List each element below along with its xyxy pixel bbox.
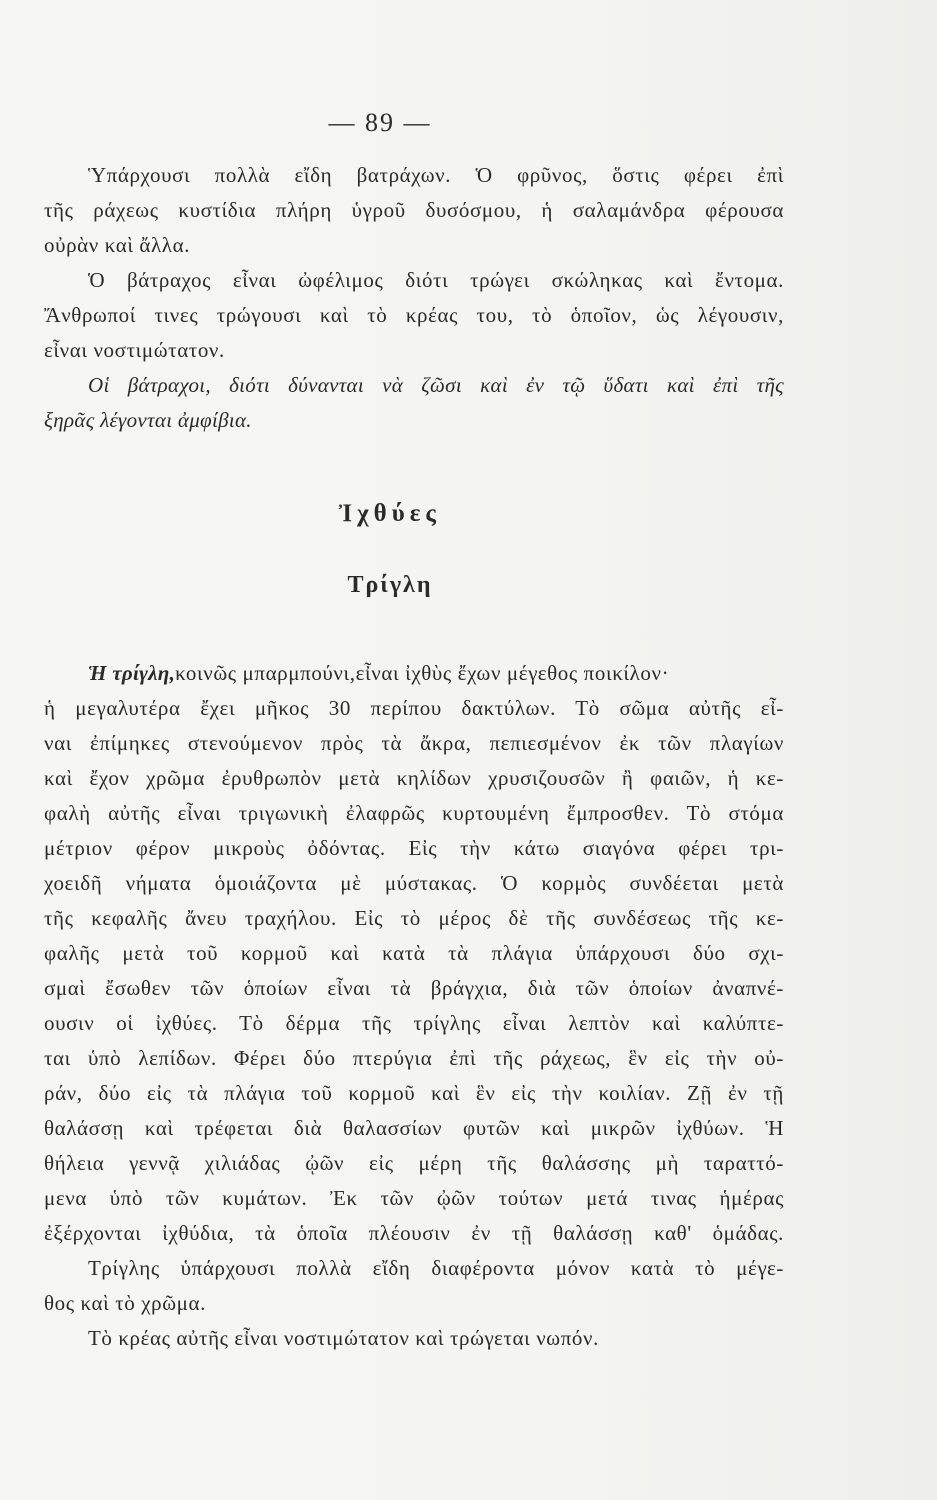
section-heading: Ἰχθύες: [339, 500, 441, 527]
text-line: σμαὶ ἔσωθεν τῶν ὁποίων εἶναι τὰ βράγχια, διὰ τῶν ὁποίων ἀναπνέ-: [44, 976, 784, 1000]
text-line: ται ὑπὸ λεπίδων. Φέρει δύο πτερύγια ἐπὶ τῆς ράχεως, ἓν εἰς τὴν οὐ-: [44, 1046, 784, 1070]
text-line: Τὸ κρέας αὐτῆς εἶναι νοστιμώτατον καὶ τρώγεται νωπόν.: [88, 1326, 599, 1350]
red-mullet-paragraph: [44, 656, 784, 1356]
text-line: φαλὴ αὐτῆς εἶναι τριγωνικὴ ἐλαφρῶς κυρτουμένη ἔμπροσθεν. Τὸ στόμα: [44, 801, 784, 825]
text-line: Ἄνθρωποί τινες τρώγουσι καὶ τὸ κρέας του, τὸ ὁποῖον, ὡς λέγουσιν,: [44, 303, 784, 327]
term-emphasis: Ἡ τρίγλη,: [88, 661, 176, 685]
text-line: καὶ ἔχον χρῶμα ἐρυθρωπὸν μετὰ κηλίδων χρυσιζουσῶν ἢ φαιῶν, ἡ κε-: [44, 766, 784, 790]
page-number: — 89 —: [328, 108, 432, 137]
text-line: Τρίγλης ὑπάρχουσι πολλὰ εἴδη διαφέροντα μόνον κατὰ τὸ μέγε-: [88, 1256, 784, 1280]
text-line: ουσιν οἱ ἰχθύες. Τὸ δέρμα τῆς τρίγλης εἶναι λεπτὸν καὶ καλύπτε-: [44, 1011, 784, 1035]
text-line: μέτριον φέρον μικροὺς ὀδόντας. Εἰς τὴν κάτω σιαγόνα φέρει τρι-: [44, 836, 784, 860]
italic-line: ξηρᾶς λέγονται ἀμφίβια.: [44, 408, 252, 432]
first-line-rest: κοινῶς μπαρμπούνι,εἶναι ἰχθὺς ἔχων μέγεθος ποικίλον·: [175, 661, 670, 685]
text-line: Ὑπάρχουσι πολλὰ εἴδη βατράχων. Ὁ φρῦνος, ὅστις φέρει ἐπὶ: [88, 163, 784, 187]
text-line: ἡ μεγαλυτέρα ἔχει μῆκος 30 περίπου δακτύλων. Τὸ σῶμα αὐτῆς εἶ-: [44, 696, 784, 720]
subsection-heading: Τρίγλη: [347, 572, 433, 598]
frogs-paragraph: [44, 158, 784, 438]
text-line: Ὁ βάτραχος εἶναι ὠφέλιμος διότι τρώγει σκώληκας καὶ ἔντομα.: [88, 268, 784, 292]
text-line: ναι ἐπίμηκες στενούμενον πρὸς τὰ ἄκρα, πεπιεσμένον ἐκ τῶν πλαγίων: [44, 731, 784, 755]
text-line: φαλῆς μετὰ τοῦ κορμοῦ καὶ κατὰ τὰ πλάγια ὑπάρχουσι δύο σχι-: [44, 941, 784, 965]
text-line: θος καὶ τὸ χρῶμα.: [44, 1291, 206, 1315]
text-line: οὐρὰν καὶ ἄλλα.: [44, 233, 191, 257]
text-line: εἶναι νοστιμώτατον.: [44, 338, 225, 362]
text-line: τῆς κεφαλῆς ἄνευ τραχήλου. Εἰς τὸ μέρος δὲ τῆς συνδέσεως τῆς κε-: [44, 906, 784, 930]
text-line: τῆς ράχεως κυστίδια πλήρη ὑγροῦ δυσόσμου, ἡ σαλαμάνδρα φέρουσα: [44, 198, 784, 222]
text-line: [44, 656, 784, 691]
text-line: ράν, δύο εἰς τὰ πλάγια τοῦ κορμοῦ καὶ ἓν εἰς τὴν κοιλίαν. Ζῇ ἐν τῇ: [44, 1081, 784, 1105]
text-line: ἐξέρχονται ἰχθύδια, τὰ ὁποῖα πλέουσιν ἐν τῇ θαλάσσῃ καθ' ὁμάδας.: [44, 1221, 784, 1245]
text-line: χοειδῆ νήματα ὁμοιάζοντα μὲ μύστακας. Ὁ κορμὸς συνδέεται μετὰ: [44, 871, 784, 895]
text-line: θαλάσσῃ καὶ τρέφεται διὰ θαλασσίων φυτῶν καὶ μικρῶν ἰχθύων. Ἡ: [44, 1116, 784, 1140]
italic-line: Οἱ βάτραχοι, διότι δύνανται νὰ ζῶσι καὶ ἐν τῷ ὕδατι καὶ ἐπὶ τῆς: [88, 373, 784, 397]
text-line: μενα ὑπὸ τῶν κυμάτων. Ἐκ τῶν ᾠῶν τούτων μετά τινας ἡμέρας: [44, 1186, 784, 1210]
text-line: θήλεια γεννᾷ χιλιάδας ᾠῶν εἰς μέρη τῆς θαλάσσης μὴ ταραττό-: [44, 1151, 784, 1175]
